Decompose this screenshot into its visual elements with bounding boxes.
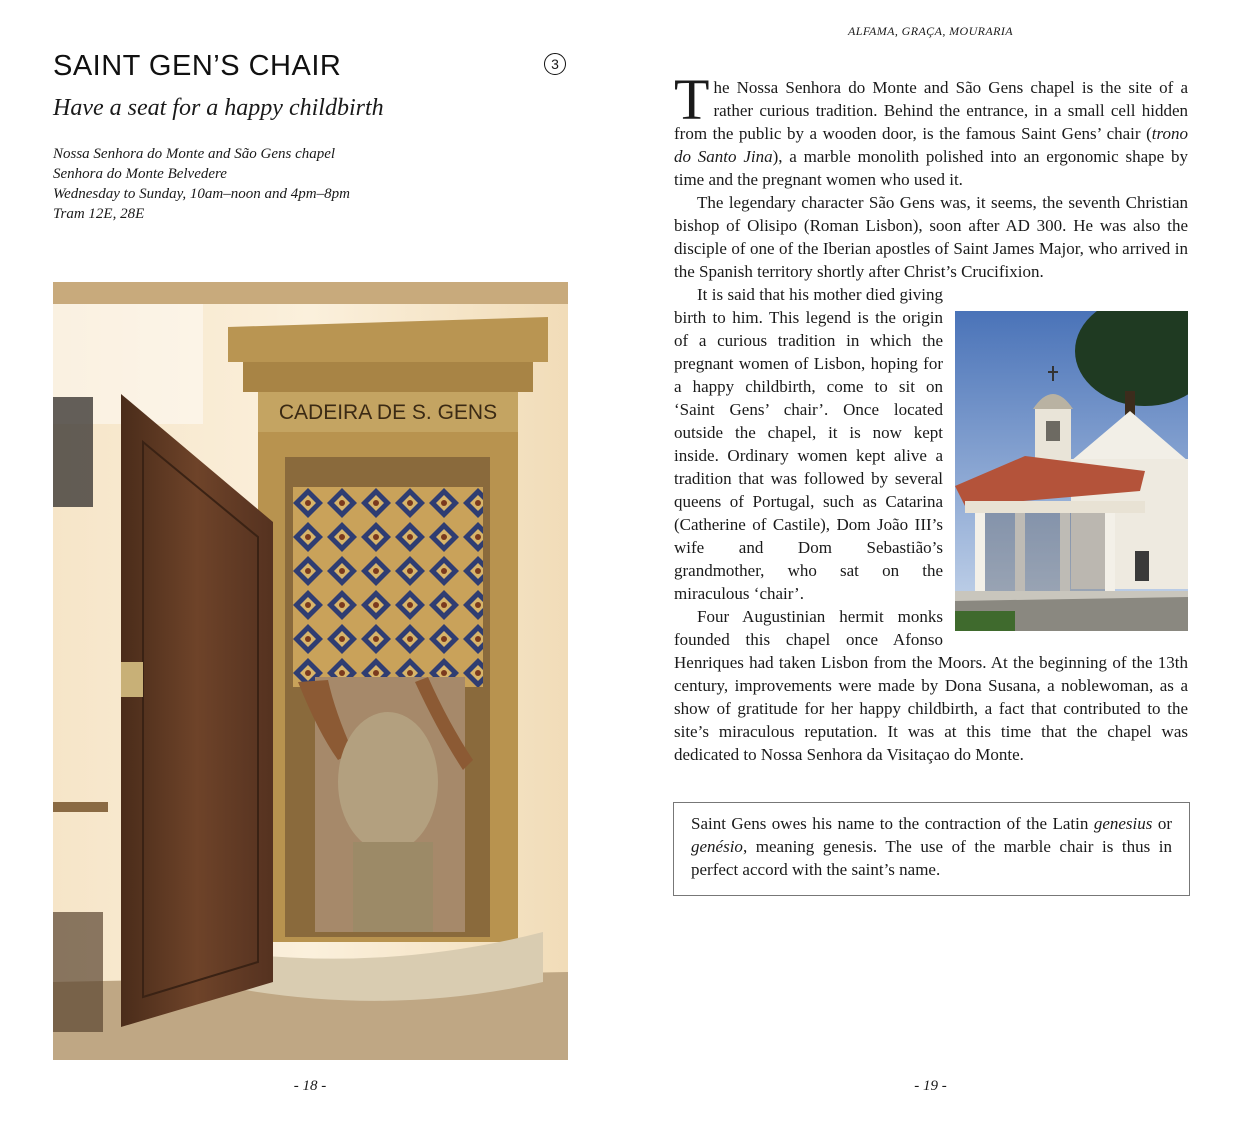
page-subtitle: Have a seat for a happy childbirth [53, 95, 384, 121]
page-title: SAINT GEN’S CHAIR [53, 50, 342, 82]
paragraph-2: The legendary character São Gens was, it seems, the seventh Christian bishop of Olisipo (Roman Lisbon), soon after AD 300. He was also the disciple of one of the Iberian apostles of Saint James Major, who arrived in the Spanish territory shortly after Christ’s Crucifixion. [674, 193, 1188, 281]
page-number-right: - 19 - [914, 1078, 947, 1094]
chair-door-photo [53, 282, 568, 1060]
side-note-box: Saint Gens owes his name to the contraction of the Latin genesius or genésio, meaning genesis. The use of the marble chair is thus in perfect accord with the saint’s name. [673, 802, 1190, 896]
drop-cap: T [674, 67, 710, 132]
entry-number-badge: 3 [544, 53, 566, 75]
photo-sign: CADEIRA DE S. GENS [278, 401, 498, 424]
right-page [620, 0, 1241, 1123]
chapel-photo [955, 311, 1188, 631]
practical-info [53, 144, 350, 224]
info-location: Nossa Senhora do Monte and São Gens chapel [53, 146, 336, 162]
paragraph-1: The Nossa Senhora do Monte and São Gens chapel is the site of a rather curious tradition. Behind the entrance, in a small cell hidden from the public by a wooden door, is the famous Saint Gens’ chair (trono do Santo Jina), a marble monolith polished into an ergonomic shape by time and the pregnant women who used it. [674, 67, 1188, 189]
info-place: Senhora do Monte Belvedere [53, 166, 227, 182]
page-number-left: - 18 - [293, 1078, 327, 1094]
left-page [0, 0, 620, 1123]
running-head: ALFAMA, GRAÇA, MOURARIA [848, 24, 1013, 38]
info-opening-hours: Wednesday to Sunday, 10am–noon and 4pm–8pm [53, 186, 350, 202]
info-transport: Tram 12E, 28E [53, 206, 145, 222]
paragraph-4: Four Augustinian hermit monks founded this chapel once Afonso Henriques had taken Lisbon from the Moors. At the beginning of the 13th century, improvements were made by Dona Susana, a noblewoman, as a show of gratitude for her happy childbirth, a fact that contributed to the site’s miraculous reputation. It was at this time that the chapel was dedicated to Nossa Senhora da Visitaçao do Monte. [674, 607, 1188, 764]
paragraph-3: It is said that his mother died giving birth to him. This legend is the origin of a curious tradition in which the pregnant women of Lisbon, hoping for a happy childbirth, come to sit on ‘Saint Gens’ chair’. Once located outside the chapel, it is now kept inside. Ordinary women kept alive a tradition that was followed by several queens of Portugal, such as Catarina (Catherine of Castile), Dom João III’s wife and Dom Sebastião’s grandmother, who sat on the miraculous ‘chair’. [674, 285, 943, 603]
article-body [674, 67, 1188, 766]
